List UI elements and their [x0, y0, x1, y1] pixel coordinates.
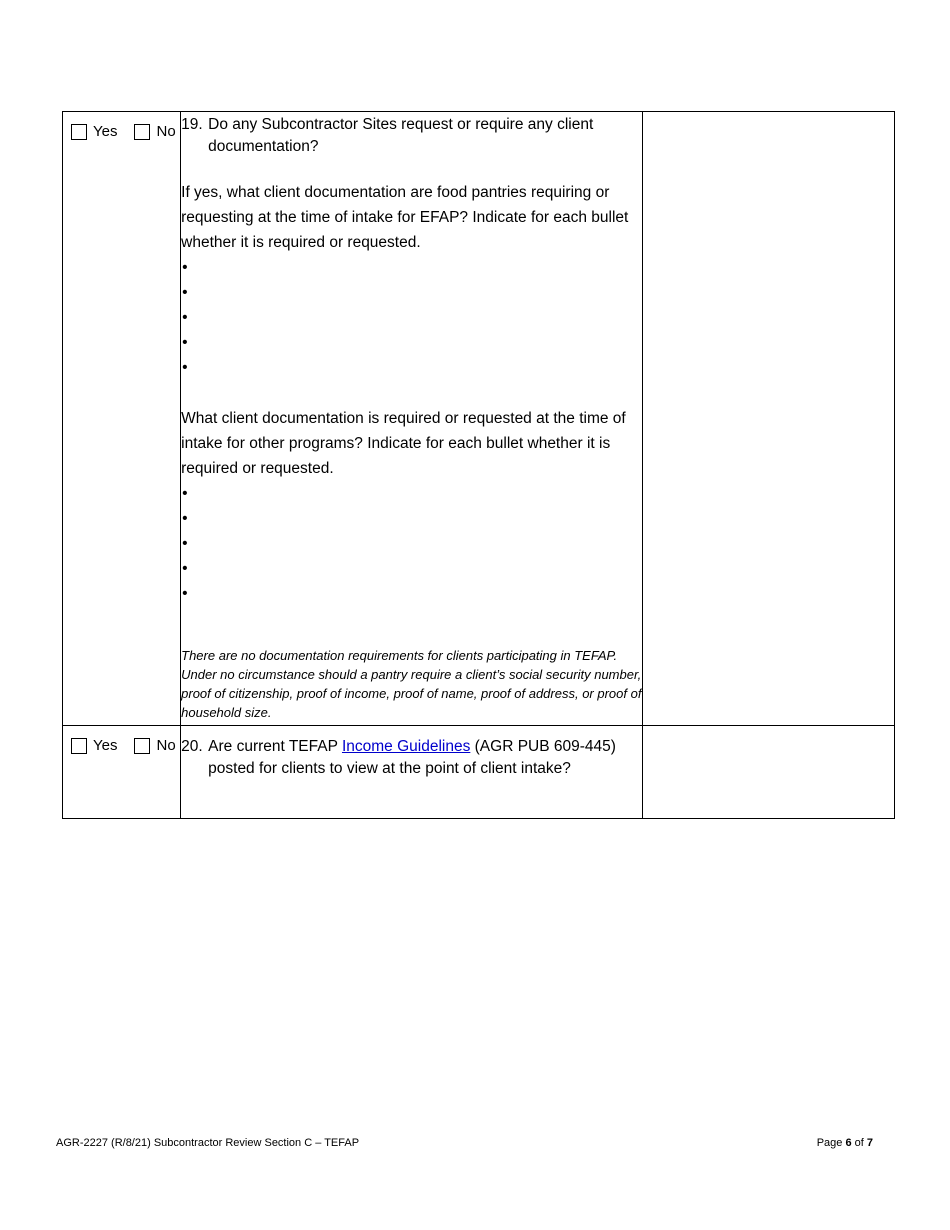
- question-number: 19.: [181, 116, 203, 133]
- list-item[interactable]: [181, 280, 642, 305]
- list-item[interactable]: [181, 556, 642, 581]
- list-item[interactable]: [181, 255, 642, 280]
- list-item[interactable]: [181, 531, 642, 556]
- question-cell: [181, 112, 643, 726]
- yes-no-group: [63, 726, 180, 754]
- list-item[interactable]: [181, 355, 642, 380]
- no-label: No: [156, 737, 176, 754]
- page-number: [817, 1137, 873, 1149]
- question-heading: [181, 736, 642, 780]
- answer-cell: [63, 726, 181, 819]
- no-label: No: [156, 123, 176, 140]
- form-identifier: AGR-2227 (R/8/21) Subcontractor Review Section C – TEFAP: [56, 1137, 360, 1149]
- question-number: 20.: [181, 738, 203, 755]
- no-option[interactable]: [134, 737, 175, 754]
- other-programs-bullet-list: [181, 481, 642, 606]
- yes-label: Yes: [93, 737, 118, 754]
- yes-no-group: [63, 112, 180, 140]
- efap-documentation-prompt: If yes, what client documentation are food pantries requiring or requesting at the time of intake for EFAP? Indicate for each bullet whether it is required or requested.: [181, 184, 629, 251]
- list-item[interactable]: [181, 305, 642, 330]
- question-cell: [181, 726, 643, 819]
- tefap-note: There are no documentation requirements for clients participating in TEFAP. Under no circumstance should a pantry require a client’s social security number, proof of citizenship, proof of income, proof of name, proof of address, or proof of household size.: [181, 648, 642, 720]
- income-guidelines-link[interactable]: Income Guidelines: [341, 738, 471, 755]
- question-text-start: Are current TEFAP: [208, 738, 342, 755]
- question-text: [208, 736, 642, 780]
- list-item[interactable]: [181, 581, 642, 606]
- answer-cell: [63, 112, 181, 726]
- yes-option[interactable]: [71, 737, 117, 754]
- comments-cell[interactable]: [642, 112, 894, 726]
- table-row: [63, 726, 895, 819]
- question-text: Do any Subcontractor Sites request or require any client documentation?: [208, 116, 594, 155]
- page-prefix: Page: [816, 1137, 846, 1149]
- table-row: [63, 112, 895, 726]
- list-item[interactable]: [181, 330, 642, 355]
- page-of: of: [851, 1137, 867, 1149]
- list-item[interactable]: [181, 506, 642, 531]
- efap-bullet-list: [181, 255, 642, 380]
- no-checkbox[interactable]: [134, 124, 150, 140]
- question-heading: [181, 114, 642, 158]
- other-programs-prompt: What client documentation is required or requested at the time of intake for other programs? Indicate for each bullet whether it is required or requested.: [181, 410, 626, 477]
- no-option[interactable]: [134, 123, 175, 140]
- yes-checkbox[interactable]: [71, 124, 87, 140]
- yes-checkbox[interactable]: [71, 738, 87, 754]
- page-total: 7: [866, 1137, 873, 1149]
- page-current: 6: [845, 1137, 852, 1149]
- yes-option[interactable]: [71, 123, 117, 140]
- no-checkbox[interactable]: [134, 738, 150, 754]
- yes-label: Yes: [93, 123, 118, 140]
- review-table: [62, 111, 895, 819]
- comments-cell[interactable]: [642, 726, 894, 819]
- list-item[interactable]: [181, 481, 642, 506]
- question-text-end: (AGR PUB 609-445) posted for clients to view at the point of client intake?: [208, 738, 616, 777]
